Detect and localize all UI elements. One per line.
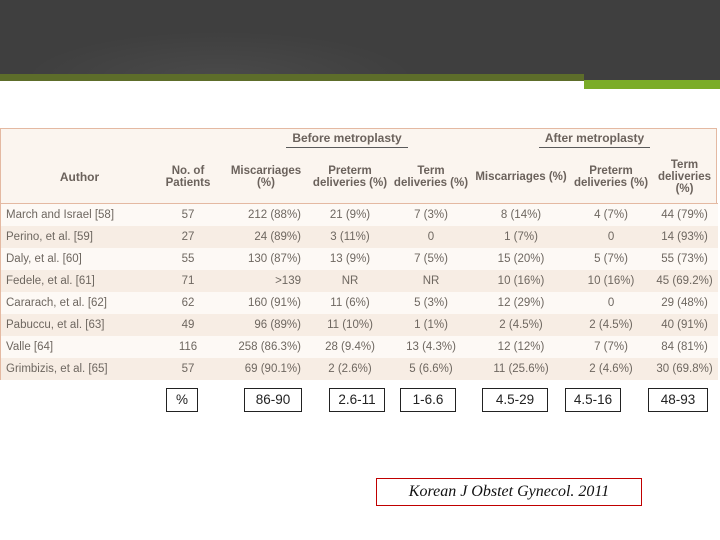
author-cell: Cararach, et al. [62] — [1, 292, 153, 314]
table-row — [1, 314, 718, 336]
before-term-cell: NR — [391, 270, 471, 292]
after-preterm-cell: 2 (4.6%) — [571, 358, 651, 380]
before-preterm-cell: 21 (9%) — [309, 204, 391, 226]
before-preterm-cell: 11 (6%) — [309, 292, 391, 314]
patients-cell: 116 — [153, 336, 223, 358]
table-row — [1, 358, 718, 380]
before-miscarriages-cell: 212 (88%) — [223, 204, 309, 226]
before-term-cell: 13 (4.3%) — [391, 336, 471, 358]
table-row — [1, 226, 718, 248]
before-term-cell: 7 (5%) — [391, 248, 471, 270]
author-cell: Daly, et al. [60] — [1, 248, 153, 270]
top-banner — [0, 0, 720, 80]
column-header-row — [1, 151, 718, 204]
before-miscarriages-cell: 160 (91%) — [223, 292, 309, 314]
metroplasty-table — [0, 128, 717, 380]
before-miscarriages-cell: 258 (86.3%) — [223, 336, 309, 358]
after-term-cell: 14 (93%) — [651, 226, 718, 248]
after-miscarriages-cell: 2 (4.5%) — [471, 314, 571, 336]
before-preterm-cell: 3 (11%) — [309, 226, 391, 248]
patients-cell: 62 — [153, 292, 223, 314]
after-preterm-cell: 0 — [571, 292, 651, 314]
patients-cell: 57 — [153, 358, 223, 380]
table-row — [1, 270, 718, 292]
before-group-header — [223, 129, 471, 151]
group-header-row — [1, 129, 718, 151]
patients-header: No. of Patients — [165, 165, 211, 189]
after-preterm-range: 4.5-16 — [565, 388, 621, 412]
before-term-header: Term deliveries (%) — [393, 165, 469, 189]
after-term-cell: 40 (91%) — [651, 314, 718, 336]
before-metroplasty-label: Before metroplasty — [286, 132, 407, 148]
author-cell: Fedele, et al. [61] — [1, 270, 153, 292]
after-preterm-header: Preterm deliveries (%) — [573, 165, 649, 189]
patients-cell: 71 — [153, 270, 223, 292]
after-miscarriages-cell: 15 (20%) — [471, 248, 571, 270]
author-cell: March and Israel [58] — [1, 204, 153, 226]
patients-cell: 55 — [153, 248, 223, 270]
after-miscarriages-cell: 8 (14%) — [471, 204, 571, 226]
accent-stripe-light — [584, 80, 720, 89]
before-miscarriages-cell: 96 (89%) — [223, 314, 309, 336]
before-term-cell: 5 (3%) — [391, 292, 471, 314]
author-header: Author — [59, 170, 100, 184]
before-miscarriages-range: 86-90 — [244, 388, 302, 412]
after-preterm-cell: 5 (7%) — [571, 248, 651, 270]
patients-cell: 57 — [153, 204, 223, 226]
author-cell: Perino, et al. [59] — [1, 226, 153, 248]
after-preterm-cell: 10 (16%) — [571, 270, 651, 292]
before-preterm-cell: 11 (10%) — [309, 314, 391, 336]
banner-glow — [20, 30, 420, 80]
after-miscarriages-cell: 11 (25.6%) — [471, 358, 571, 380]
before-preterm-cell: 28 (9.4%) — [309, 336, 391, 358]
before-miscarriages-cell: 69 (90.1%) — [223, 358, 309, 380]
table-row — [1, 292, 718, 314]
before-term-cell: 5 (6.6%) — [391, 358, 471, 380]
after-preterm-cell: 4 (7%) — [571, 204, 651, 226]
after-miscarriages-range: 4.5-29 — [482, 388, 548, 412]
before-term-cell: 7 (3%) — [391, 204, 471, 226]
after-group-header — [471, 129, 718, 151]
table-body — [1, 204, 718, 381]
before-term-cell: 0 — [391, 226, 471, 248]
before-preterm-cell: 2 (2.6%) — [309, 358, 391, 380]
after-miscarriages-cell: 1 (7%) — [471, 226, 571, 248]
after-term-header: Term deliveries (%) — [657, 159, 712, 195]
after-preterm-cell: 2 (4.5%) — [571, 314, 651, 336]
table-row — [1, 248, 718, 270]
after-term-cell: 55 (73%) — [651, 248, 718, 270]
before-preterm-range: 2.6-11 — [329, 388, 385, 412]
after-metroplasty-label: After metroplasty — [539, 132, 650, 148]
table-row — [1, 204, 718, 226]
patients-cell: 27 — [153, 226, 223, 248]
after-miscarriages-cell: 10 (16%) — [471, 270, 571, 292]
after-miscarriages-header: Miscarriages (%) — [475, 171, 567, 183]
before-preterm-header: Preterm deliveries (%) — [312, 165, 388, 189]
after-term-cell: 29 (48%) — [651, 292, 718, 314]
after-miscarriages-cell: 12 (12%) — [471, 336, 571, 358]
table-row — [1, 336, 718, 358]
after-term-cell: 45 (69.2%) — [651, 270, 718, 292]
before-miscarriages-cell: 130 (87%) — [223, 248, 309, 270]
before-miscarriages-cell: >139 — [223, 270, 309, 292]
after-term-cell: 30 (69.8%) — [651, 358, 718, 380]
before-term-range: 1-6.6 — [400, 388, 456, 412]
before-preterm-cell: 13 (9%) — [309, 248, 391, 270]
after-miscarriages-cell: 12 (29%) — [471, 292, 571, 314]
after-term-cell: 84 (81%) — [651, 336, 718, 358]
percent-label: % — [166, 388, 198, 412]
after-preterm-cell: 7 (7%) — [571, 336, 651, 358]
before-miscarriages-cell: 24 (89%) — [223, 226, 309, 248]
after-term-cell: 44 (79%) — [651, 204, 718, 226]
accent-stripe-dark — [0, 74, 584, 81]
before-term-cell: 1 (1%) — [391, 314, 471, 336]
before-miscarriages-header: Miscarriages (%) — [230, 165, 302, 189]
patients-cell: 49 — [153, 314, 223, 336]
citation-box: Korean J Obstet Gynecol. 2011 — [376, 478, 642, 506]
after-preterm-cell: 0 — [571, 226, 651, 248]
before-preterm-cell: NR — [309, 270, 391, 292]
author-cell: Pabuccu, et al. [63] — [1, 314, 153, 336]
after-term-range: 48-93 — [648, 388, 708, 412]
outcomes-table — [1, 129, 718, 380]
author-cell: Grimbizis, et al. [65] — [1, 358, 153, 380]
author-cell: Valle [64] — [1, 336, 153, 358]
